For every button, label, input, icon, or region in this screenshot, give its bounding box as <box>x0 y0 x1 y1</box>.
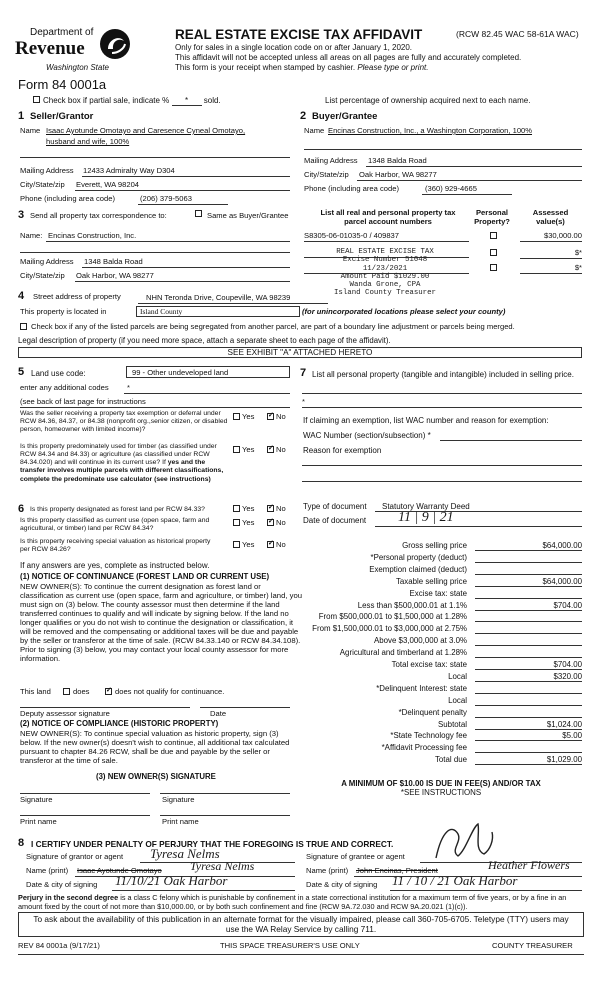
forest-yes-checkbox[interactable] <box>233 505 240 512</box>
notice-compliance-body: NEW OWNER(S): To continue special valuation as historic property, sign (3) below. If the new owner(s) doesn't wish to continue, all additional tax calculated pursuant to chapter 84.26 RCW, shall be due and payable by the seller or transferor at the time of sale. <box>20 729 290 765</box>
additional-codes-label: enter any additional codes <box>20 383 109 392</box>
corr-city[interactable]: Oak Harbor, WA 98277 <box>76 271 154 280</box>
tax-row-line <box>475 598 582 599</box>
tax-row-label: From $1,500,000.01 to $3,000,000 at 2.75% <box>312 624 467 633</box>
county-value: Island County <box>140 307 183 316</box>
assessed-value-3[interactable]: $* <box>574 263 582 272</box>
landuse-value: 99 - Other undeveloped land <box>132 368 229 377</box>
located-label: This property is located in <box>20 307 107 316</box>
owner-printname-label-1: Print name <box>20 817 57 826</box>
stamp-line-5: Wanda Grone, CPA <box>349 281 421 290</box>
rev-number: REV 84 0001a (9/17/21) <box>18 941 100 950</box>
tax-row-line <box>475 657 582 658</box>
parcel-header-2: Personal Property? <box>474 208 510 226</box>
tax-row-label: Excise tax: state <box>409 589 467 598</box>
corr-label: Send all property tax correspondence to: <box>30 211 167 220</box>
treasurer-stamp <box>325 248 445 298</box>
seller-name-label: Name <box>20 126 41 135</box>
buyer-city-label: City/State/zip <box>304 170 349 179</box>
forest-no-label: No <box>276 504 286 513</box>
tax-row-line <box>475 729 582 730</box>
assessed-value-2[interactable]: $* <box>574 248 582 257</box>
corr-address[interactable]: 1348 Balda Road <box>84 257 143 266</box>
tax-row-label: Local <box>448 696 467 705</box>
partial-sale-checkbox[interactable] <box>33 96 40 103</box>
seller-city[interactable]: Everett, WA 98204 <box>76 180 140 189</box>
buyer-name-1[interactable]: Encinas Construction, Inc., a Washington Corporation, 100% <box>328 126 533 135</box>
landuse-select[interactable] <box>126 366 290 378</box>
owner-signature-label-2: Signature <box>162 795 195 804</box>
seller-name-1[interactable]: Isaac Ayotunde Omotayo and Caresence Cyneal Omotayo, <box>46 126 246 135</box>
accessibility-note: To ask about the availability of this publication in an alternate format for the visually impaired, please call 360-705-6705. Teletype (TTY) users may use the WA Relay Service by calling 711. <box>33 914 569 935</box>
county-treasurer-label: COUNTY TREASURER <box>492 941 573 950</box>
tax-row-value[interactable]: $1,024.00 <box>546 720 582 729</box>
form-number: Form 84 0001a <box>18 77 107 92</box>
grantor-name-hand: Tyresa Nelms <box>190 859 255 873</box>
q2-yes-label: Yes <box>242 445 255 454</box>
q1-no-label: No <box>276 412 286 421</box>
legal-desc-text: SEE EXHIBIT "A" ATTACHED HERETO <box>227 348 373 357</box>
street-label: Street address of property <box>33 292 121 301</box>
stamp-line-2: Excise Number 51048 <box>342 256 428 265</box>
doc-type-label: Type of document <box>303 502 367 511</box>
tax-row-line <box>475 610 582 611</box>
tax-row-line <box>475 681 582 682</box>
tax-row-line <box>475 740 582 741</box>
subtitle-2: This affidavit will not be accepted unless all areas on all pages are fully and accurately completed. <box>175 53 522 62</box>
parcel-header-1: List all real and personal property tax parcel account numbers <box>320 208 456 226</box>
personal-property-value[interactable]: * <box>302 397 305 406</box>
tax-row-label: *Delinquent penalty <box>398 708 467 717</box>
tax-row-line <box>475 764 582 765</box>
located-note: (for unincorporated locations please select your county) <box>302 307 506 316</box>
does-label: does <box>73 687 90 696</box>
notice-continuance-body: NEW OWNER(S): To continue the current designation as forest land or classification as current use (open space, farm and agriculture, or timber) land, you must sign on (3) below. The county assessor must then determine if the land transferred continues to qualify and will indicate by signing below. If the land no longer qualifies or you do not wish to continue the designation or classification, it will be removed and the compensating or additional taxes will be due and payable by the seller or transferor at the time of sale. (RCW 84.33.140 or RCW 84.34.108). Prior to signing (3) below, you may contact your local county assessor for more information. <box>20 582 303 663</box>
dept-of-text: Department of <box>30 27 94 38</box>
tax-row-value[interactable]: $5.00 <box>562 731 582 740</box>
current-use-yes-label: Yes <box>242 518 255 527</box>
tax-row-value[interactable]: $64,000.00 <box>542 541 582 550</box>
stamp-line-6: Island County Treasurer <box>333 289 436 298</box>
ownership-note: List percentage of ownership acquired next to each name. <box>325 96 531 105</box>
street-address[interactable]: NHN Teronda Drive, Coupeville, WA 98239 <box>146 293 291 302</box>
tax-row-label: *Personal property (deduct) <box>370 553 467 562</box>
legal-desc-label: Legal description of property (if you need more space, attach a separate sheet to each page of the affidavit). <box>18 336 391 345</box>
dor-swirl-icon <box>98 27 132 61</box>
tax-row-line <box>475 550 582 551</box>
q1-no-checkbox[interactable] <box>267 413 274 420</box>
tax-row-label: Taxable selling price <box>395 577 467 586</box>
tax-row-line <box>475 669 582 670</box>
form-title-ref: (RCW 82.45 WAC 58-61A WAC) <box>456 29 579 39</box>
q2-yes-checkbox[interactable] <box>233 446 240 453</box>
doc-date-value[interactable]: 11 | 9 | 21 <box>398 510 454 525</box>
this-land-label: This land <box>20 687 51 696</box>
seller-section-number: 1 <box>18 110 25 122</box>
corr-address-label: Mailing Address <box>20 257 74 266</box>
forest-yes-label: Yes <box>242 504 255 513</box>
seller-city-label: City/State/zip <box>20 180 65 189</box>
minimum-fee-note: A MINIMUM OF $10.00 IS DUE IN FEE(S) AND/OR TAX <box>341 779 541 788</box>
tax-row-value[interactable]: $320.00 <box>553 672 582 681</box>
tax-row-line <box>475 645 582 646</box>
sec6-number: 6 <box>18 503 25 515</box>
seller-name-2[interactable]: husband and wife, 100% <box>46 137 130 146</box>
corr-name-label: Name: <box>20 231 43 240</box>
parcel-number-1[interactable]: S8305-06-01035-0 / 409837 <box>304 231 399 240</box>
seller-phone-label: Phone (including area code) <box>20 194 115 203</box>
doc-type-value[interactable]: Statutory Warranty Deed <box>382 502 470 511</box>
tax-row-label: *Affidavit Processing fee <box>381 743 467 752</box>
tax-row-value[interactable]: $64,000.00 <box>542 577 582 586</box>
sec8-number: 8 <box>18 837 25 849</box>
q2-no-label: No <box>276 445 286 454</box>
seller-phone[interactable]: (206) 379-5063 <box>140 194 192 203</box>
does-qualify-checkbox[interactable] <box>63 688 70 695</box>
tax-row-label: From $500,000.01 to $1,500,000 at 1.28% <box>318 612 467 621</box>
q2-no-checkbox[interactable] <box>267 446 274 453</box>
tax-row-line <box>475 633 582 634</box>
same-as-buyer-checkbox[interactable] <box>195 210 202 217</box>
tax-row-label: *State Technology fee <box>390 731 467 740</box>
corr-name[interactable]: Encinas Construction, Inc. <box>48 231 137 240</box>
grantor-date-label: Date & city of signing <box>26 880 98 889</box>
doc-date-label: Date of document <box>303 516 367 525</box>
tax-row-line <box>475 693 582 694</box>
timber-question: Is this property predominately used for timber (as classified under RCW 84.34 and 84.33) or agriculture (as classified under RCW 84.34.020) and will continue in its current use? If yes and the transfer involves multiple parcels with different classifications, complete the predominate use calculator (see instructions) <box>20 443 224 483</box>
tax-row-line <box>475 705 582 706</box>
tax-row-line <box>475 586 582 587</box>
tax-row-label: Gross selling price <box>402 541 467 550</box>
corr-city-label: City/State/zip <box>20 271 65 280</box>
segregated-checkbox[interactable] <box>20 323 27 330</box>
legal-desc-value[interactable] <box>18 347 582 358</box>
wa-state-text: Washington State <box>46 63 110 72</box>
exemption-question: Was the seller receiving a property tax exemption or deferral under RCW 84.36, 84.37, or 84.38 (nonprofit org.,senior citizen, or disabled person, homeowner with limited income)? <box>20 410 228 434</box>
if-yes-note: If any answers are yes, complete as instructed below. <box>20 561 210 570</box>
personal-property-checkbox-2[interactable] <box>490 249 497 256</box>
owner-printname-label-2: Print name <box>162 817 199 826</box>
historic-yes-label: Yes <box>242 540 255 549</box>
historic-no-label: No <box>276 540 286 549</box>
forest-question: Is this property designated as forest land per RCW 84.33? <box>30 506 205 513</box>
q1-yes-checkbox[interactable] <box>233 413 240 420</box>
tax-row-label: Less than $500,000.01 at 1.1% <box>357 601 467 610</box>
dor-logo <box>14 24 134 74</box>
deputy-signature-label: Deputy assessor signature <box>20 709 110 718</box>
does-not-label: does not qualify for continuance. <box>115 687 225 696</box>
tax-row-label: Local <box>448 672 467 681</box>
historic-question: Is this property receiving special valuation as historical property per RCW 84.26? <box>20 538 211 553</box>
tax-row-value[interactable]: $704.00 <box>553 601 582 610</box>
historic-no-checkbox[interactable] <box>267 541 274 548</box>
buyer-name-label: Name <box>304 126 325 135</box>
grantee-name-hand: Heather Flowers <box>488 858 570 872</box>
stamp-line-1: REAL ESTATE EXCISE TAX <box>336 248 434 256</box>
new-owner-sig-heading: (3) NEW OWNER(S) SIGNATURE <box>96 772 216 781</box>
tax-row-label: Exemption claimed (deduct) <box>369 565 467 574</box>
see-instructions-note: *SEE INSTRUCTIONS <box>400 788 482 797</box>
buyer-phone-label: Phone (including area code) <box>304 184 399 193</box>
tax-row-value[interactable]: $704.00 <box>553 660 582 669</box>
exemption-label: If claiming an exemption, list WAC number and reason for exemption: <box>303 416 549 425</box>
q1-yes-label: Yes <box>242 412 255 421</box>
tax-row-label: *Delinquent Interest: state <box>376 684 467 693</box>
assessed-value-1[interactable]: $30,000.00 <box>543 231 582 240</box>
notice-compliance-heading: (2) NOTICE OF COMPLIANCE (HISTORIC PROPERTY) <box>20 719 219 728</box>
tax-row-line <box>475 574 582 575</box>
personal-property-checkbox-3[interactable] <box>490 264 497 271</box>
notice-continuance-heading: (1) NOTICE OF CONTINUANCE (FOREST LAND OR CURRENT USE) <box>20 572 270 581</box>
grantor-name-label: Name (print) <box>26 866 69 875</box>
certify-statement: I CERTIFY UNDER PENALTY OF PERJURY THAT THE FOREGOING IS TRUE AND CORRECT. <box>31 839 394 849</box>
tax-row-label: Subtotal <box>438 720 467 729</box>
grantor-date-value[interactable]: 11/10/21 Oak Harbor <box>115 873 228 888</box>
grantee-sig-label: Signature of grantee or agent <box>306 852 405 861</box>
wac-label: WAC Number (section/subsection) * <box>303 431 431 440</box>
form-title: REAL ESTATE EXCISE TAX AFFIDAVIT <box>175 27 423 42</box>
grantee-name-value[interactable]: John Encinas, President <box>356 866 438 875</box>
partial-sale-label: Check box if partial sale, indicate % * sold. <box>43 96 221 105</box>
grantee-date-value[interactable]: 11 / 10 / 21 Oak Harbor <box>392 873 518 888</box>
tax-row-line <box>475 562 582 563</box>
current-use-no-checkbox[interactable] <box>267 519 274 526</box>
grantor-signature[interactable]: Tyresa Nelms <box>150 846 220 861</box>
tax-row-line <box>475 621 582 622</box>
stamp-line-3: 11/23/2021 <box>362 264 408 273</box>
county-select[interactable] <box>136 306 300 317</box>
buyer-address-label: Mailing Address <box>304 156 358 165</box>
perjury-statement: Perjury in the second degree is a class C felony which is punishable by confinement in a state correctional institution for a maximum term of five years, or by a fine in an amount fixed by the court of not more than $10,000.00, or by both such confinement and fine (RCW 9A.72.030 and RCW 9A.20.021 (1)(c)). <box>18 893 567 911</box>
tax-row-value[interactable]: $1,029.00 <box>546 755 582 764</box>
tax-row-label: Agricultural and timberland at 1.28% <box>339 648 467 657</box>
tax-row-label: Total due <box>434 755 467 764</box>
corr-section-number: 3 <box>18 209 25 221</box>
deputy-date-label: Date <box>210 709 227 718</box>
owner-signature-label-1: Signature <box>20 795 53 804</box>
subtitle-1: Only for sales in a single location code on or after January 1, 2020. <box>175 43 413 52</box>
seller-heading: Seller/Grantor <box>30 111 94 122</box>
same-as-buyer-label: Same as Buyer/Grantee <box>207 211 289 220</box>
buyer-phone[interactable]: (360) 929-4665 <box>425 184 477 193</box>
parcel-header-3: Assessed value(s) <box>532 208 569 226</box>
sec7-number: 7 <box>300 367 307 379</box>
seller-address-label: Mailing Address <box>20 166 74 175</box>
grantee-date-label: Date & city of signing <box>306 880 378 889</box>
personal-property-label: List all personal property (tangible and intangible) included in selling price. <box>312 370 574 379</box>
current-use-question: Is this property classified as current use (open space, farm and agricultural, or timber) land per RCW 84.34? <box>20 517 210 532</box>
grantee-signature-scribble <box>428 820 498 862</box>
tax-row-label: Total excise tax: state <box>391 660 467 669</box>
reason-label: Reason for exemption <box>303 446 382 455</box>
landuse-label: Land use code: <box>31 369 86 378</box>
landuse-section-number: 5 <box>18 366 25 378</box>
historic-yes-checkbox[interactable] <box>233 541 240 548</box>
segregated-label: Check box if any of the listed parcels are being segregated from another parcel, are part of a boundary line adjustment or parcels being merged. <box>31 322 515 331</box>
grantor-name-value[interactable]: Isaac Ayotunde Omotayo <box>77 866 162 875</box>
tax-row-label: Above $3,000,000 at 3.0% <box>373 636 467 645</box>
buyer-city[interactable]: Oak Harbor, WA 98277 <box>359 170 437 179</box>
current-use-yes-checkbox[interactable] <box>233 519 240 526</box>
does-not-qualify-checkbox[interactable] <box>105 688 112 695</box>
seller-address[interactable]: 12433 Admiralty Way D304 <box>83 166 175 175</box>
current-use-no-label: No <box>276 518 286 527</box>
personal-property-checkbox-1[interactable] <box>490 232 497 239</box>
buyer-heading: Buyer/Grantee <box>312 111 378 122</box>
see-back-note: (see back of last page for instructions <box>20 397 146 406</box>
forest-no-checkbox[interactable] <box>267 505 274 512</box>
tax-row-line <box>475 752 582 753</box>
additional-codes-value[interactable]: * <box>127 383 130 392</box>
grantor-sig-label: Signature of grantor or agent <box>26 852 124 861</box>
buyer-address[interactable]: 1348 Balda Road <box>368 156 427 165</box>
tax-row-line <box>475 717 582 718</box>
grantee-name-label: Name (print) <box>306 866 349 875</box>
buyer-section-number: 2 <box>300 110 307 122</box>
property-section-number: 4 <box>18 290 25 302</box>
revenue-text: Revenue <box>15 38 85 59</box>
stamp-line-4: Amount Paid $1029.00 <box>340 272 430 281</box>
treasurer-use-label: THIS SPACE TREASURER'S USE ONLY <box>220 941 360 950</box>
subtitle-3: This form is your receipt when stamped by cashier. Please type or print. <box>175 63 429 72</box>
